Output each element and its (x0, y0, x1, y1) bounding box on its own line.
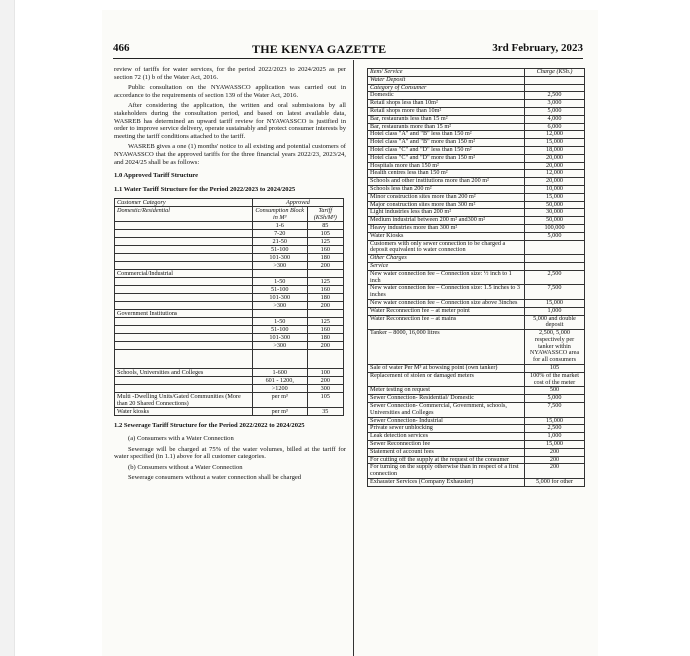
table-cell: 15,000 (525, 139, 585, 147)
table-cell: 15,000 (525, 417, 585, 425)
table-header: Approved (252, 199, 343, 207)
table-cell: 101-300 (252, 254, 307, 262)
table-cell: Hotel class "C" and "D" less than 150 m² (368, 146, 525, 154)
table-cell: 21-50 (252, 238, 307, 246)
table-row (368, 154, 585, 162)
table-cell: New water connection fee – Connection size above 3inches (368, 299, 525, 307)
table-row (115, 334, 344, 342)
table-cell: 200 (307, 302, 343, 310)
table-row (115, 318, 344, 326)
table-cell: 51-100 (252, 326, 307, 334)
commercial-rows (115, 278, 344, 310)
section-row: Category of Consumer (368, 84, 525, 92)
table-cell: For turning on the supply otherwise than in respect of a first connection (368, 464, 525, 479)
paragraph: WASREB gives a one (1) months' notice to all existing and potential customers of NYAWASSCO that the approved tariffs for the three financial years 2022/23, 2023/24, and 2024/25 shall be as follows: (114, 143, 346, 166)
table-cell: 50,000 (525, 201, 585, 209)
table-cell: New water connection fee – Connection size: ½ inch to 1 inch (368, 270, 525, 285)
table-cell: 601 - 1200, (252, 377, 307, 385)
table-row (368, 372, 585, 387)
domestic-rows (115, 222, 344, 270)
table-cell: 160 (307, 246, 343, 254)
table-row (368, 285, 585, 300)
table-cell: 15,000 (525, 193, 585, 201)
left-column (114, 66, 346, 485)
table-cell: New water connection fee – Connection size: 1.5 inches to 3 inches (368, 285, 525, 300)
table-cell: 6,000 (525, 123, 585, 131)
table-cell: 51-100 (252, 246, 307, 254)
water-tariff-table (114, 198, 344, 416)
table-cell: Water Kiosks (368, 232, 525, 240)
table-cell: 200 (525, 448, 585, 456)
list-heading: (b) Consumers without a Water Connection (128, 463, 243, 471)
table-cell: 2,500, 5,000 respectively per tanker within NYAWASSCO area for all consumers (525, 330, 585, 365)
table-cell: 20,000 (525, 178, 585, 186)
table-cell: 12,000 (525, 170, 585, 178)
table-header: Item/ Service (368, 69, 525, 77)
table-row (115, 294, 344, 302)
table-cell: Replacement of stolen or damaged meters (368, 372, 525, 387)
table-cell: Hotel class "A" and "B" less than 150 m² (368, 131, 525, 139)
table-row (115, 238, 344, 246)
table-cell: Sewer Connection- Industrial (368, 417, 525, 425)
category-label: Government Institutions (115, 310, 253, 318)
table-cell: 180 (307, 294, 343, 302)
gazette-title: THE KENYA GAZETTE (252, 42, 387, 56)
table-row (368, 448, 585, 456)
table-cell: 20,000 (525, 154, 585, 162)
table-row (115, 230, 344, 238)
table-row (368, 115, 585, 123)
table-cell: 100 (307, 369, 343, 377)
category-label: Multi -Dwelling Units/Gated Communities (More than 20 Shared Connections) (115, 393, 253, 408)
section-heading: 1.0 Approved Tariff Structure (114, 172, 199, 180)
table-row (115, 278, 344, 286)
table-cell: Health centres less than 150 m² (368, 170, 525, 178)
table-cell: 200 (525, 456, 585, 464)
list-heading: (a) Consumers with a Water Connection (128, 434, 234, 442)
table-row (368, 464, 585, 479)
section-row: Other Charges (368, 255, 525, 263)
table-row (115, 262, 344, 270)
category-label: Schools, Universities and Colleges (115, 369, 253, 377)
paragraph: Public consultation on the NYAWASSCO application was carried out in accordance to the requirements of section 139 of the Water Act, 2016. (114, 84, 346, 99)
table-row (115, 302, 344, 310)
table-cell: Domestic (368, 92, 525, 100)
table-header: Tariff (KSh/M³) (307, 207, 343, 222)
table-cell: >300 (252, 342, 307, 350)
table-cell: 5,000 for other (525, 479, 585, 487)
table-cell: 2,500 (525, 92, 585, 100)
table-cell: Schools less than 200 m² (368, 185, 525, 193)
paragraph: review of tariffs for water services, for the period 2022/2023 to 2024/2025 as per section 72 (1) b of the Water Act, 2016. (114, 66, 346, 81)
table-cell: Tanker – 8000, 16,000 litres (368, 330, 525, 365)
paragraph: Sewerage consumers without a water connection shall be charged (128, 474, 302, 482)
table-cell: Statement of account fees (368, 448, 525, 456)
table-cell: Water Reconnection fee – at meter point (368, 307, 525, 315)
table-cell: Bar, restaurants less than 15 m² (368, 115, 525, 123)
table-cell: Leak detection services (368, 433, 525, 441)
table-cell: 2,500 (525, 425, 585, 433)
table-cell: 180 (307, 334, 343, 342)
table-row (368, 232, 585, 240)
table-cell: Heavy industries more than 300 m² (368, 224, 525, 232)
table-row (115, 286, 344, 294)
table-cell: 180 (307, 254, 343, 262)
table-cell: Customers with only sewer connection to be charged a deposit equivalent to water connection (368, 240, 525, 255)
table-cell: 200 (307, 377, 343, 385)
table-cell: 101-300 (252, 294, 307, 302)
table-cell: 4,000 (525, 115, 585, 123)
table-cell: 1-50 (252, 278, 307, 286)
table-header: Domestic/Residential (115, 207, 253, 222)
table-cell: Retail shops more than 10m² (368, 107, 525, 115)
table-cell: 51-100 (252, 286, 307, 294)
table-cell: 5,000 (525, 395, 585, 403)
table-cell: 5,000 (525, 107, 585, 115)
charge-rows (368, 270, 585, 486)
table-header: Consumption Block in M³ (252, 207, 307, 222)
table-cell: 15,000 (525, 441, 585, 449)
paragraph: Sewerage will be charged at 75% of the water volumes, billed at the tariff for water specified (in 1.1) above for all customer categories. (114, 445, 346, 461)
deposit-rows (368, 92, 585, 240)
table-cell: Retail shops less than 10m² (368, 100, 525, 108)
issue-date: 3rd February, 2023 (492, 42, 583, 54)
table-cell: 1-600 (252, 369, 307, 377)
table-cell: Schools and other institutions more than 200 m² (368, 178, 525, 186)
table-cell: 200 (525, 464, 585, 479)
table-row (368, 315, 585, 330)
table-cell: 15,000 (525, 299, 585, 307)
paragraph: After considering the application, the written and oral submissions by all stakeholders during the consultation period, and based on latest available data, WASREB has determined an upward tariff review for NYAWASSCO is justified in order to improve service delivery, operate sustainably and protect consumer interests by meeting the tariff conditions attached to the tariff. (114, 102, 346, 140)
table-cell: 30,000 (525, 209, 585, 217)
page-number: 466 (113, 42, 130, 54)
table-cell: >300 (252, 262, 307, 270)
table-cell: 160 (307, 326, 343, 334)
table-cell: 200 (307, 262, 343, 270)
table-cell: 300 (307, 385, 343, 393)
table-cell: 3,000 (525, 100, 585, 108)
table-cell: Medium industrial between 200 m² and300 m² (368, 217, 525, 225)
table-cell: Hotel class "A" and "B" more than 150 m² (368, 139, 525, 147)
table-cell: 1,000 (525, 433, 585, 441)
table-row (368, 307, 585, 315)
table-cell: 160 (307, 286, 343, 294)
table-cell: 101-300 (252, 334, 307, 342)
table-cell: 5,000 (525, 232, 585, 240)
table-cell: 125 (307, 238, 343, 246)
table-cell: Exhauster Services (Company Exhauster) (368, 479, 525, 487)
table-cell: per m³ (252, 393, 307, 408)
table-row (115, 254, 344, 262)
table-cell: 200 (307, 342, 343, 350)
table-row (115, 222, 344, 230)
section-row: Service (368, 262, 525, 270)
table-row (115, 246, 344, 254)
subsection-heading: 1.2 Sewerage Tariff Structure for the Period 2022/2022 to 2024/2025 (114, 422, 305, 430)
table-cell: 7-20 (252, 230, 307, 238)
table-cell: 105 (307, 230, 343, 238)
table-cell: 5,000 and double deposit (525, 315, 585, 330)
table-cell: Minor construction sites more than 200 m² (368, 193, 525, 201)
table-row (115, 342, 344, 350)
table-cell: Sewer Reconnection fee (368, 441, 525, 449)
section-row: Water Deposit (368, 76, 525, 84)
table-cell: Light industries less than 200 m² (368, 209, 525, 217)
table-cell: 7,500 (525, 285, 585, 300)
table-cell: >300 (252, 302, 307, 310)
table-row (115, 326, 344, 334)
charges-table (367, 68, 585, 487)
table-cell: 12,000 (525, 131, 585, 139)
table-cell: Hotel class "C" and "D" more than 150 m² (368, 154, 525, 162)
table-cell: 10,000 (525, 185, 585, 193)
table-cell: 125 (307, 318, 343, 326)
table-cell: 105 (525, 365, 585, 373)
table-row (368, 330, 585, 365)
table-cell: 1-50 (252, 318, 307, 326)
column-divider (353, 60, 354, 656)
table-cell: 1,000 (525, 307, 585, 315)
table-cell: Bar, restaurants more than 15 m² (368, 123, 525, 131)
table-cell: 2,500 (525, 270, 585, 285)
category-label: Commercial/Industrial (115, 270, 253, 278)
table-cell: 100,000 (525, 224, 585, 232)
table-cell: 100% of the market cost of the meter (525, 372, 585, 387)
table-header: Customer Category (115, 199, 253, 207)
table-cell: 35 (307, 408, 343, 416)
table-cell: Water Reconnection fee – at mains (368, 315, 525, 330)
table-cell: 105 (307, 393, 343, 408)
table-cell: per m³ (252, 408, 307, 416)
table-cell: 125 (307, 278, 343, 286)
category-label: Water kiosks (115, 408, 253, 416)
government-rows (115, 318, 344, 350)
table-cell: For cutting off the supply at the request of the consumer (368, 456, 525, 464)
table-row (368, 403, 585, 418)
table-cell: 1-6 (252, 222, 307, 230)
table-cell: 500 (525, 387, 585, 395)
table-cell: >1200 (252, 385, 307, 393)
table-cell: Sale of water Per M³ at bowsing point (own tanker) (368, 365, 525, 373)
table-row (368, 270, 585, 285)
page-header (113, 42, 583, 56)
table-cell: 85 (307, 222, 343, 230)
table-cell: Hospitals more than 150 m² (368, 162, 525, 170)
table-row (368, 479, 585, 487)
table-cell: Private sewer unblocking (368, 425, 525, 433)
table-row (368, 193, 585, 201)
table-cell: Sewer Connection- Residential/ Domestic (368, 395, 525, 403)
table-cell: 7,500 (525, 403, 585, 418)
table-cell: 20,000 (525, 162, 585, 170)
table-cell: Major construction sites more than 300 m² (368, 201, 525, 209)
table-cell: 50,000 (525, 217, 585, 225)
table-cell: Sewer Connection- Commercial, Government, schools, Universities and Colleges (368, 403, 525, 418)
table-cell: 18,000 (525, 146, 585, 154)
header-rule (113, 58, 583, 59)
subsection-heading: 1.1 Water Tariff Structure for the Period 2022/2023 to 2024/2025 (114, 185, 296, 193)
table-cell: Meter testing on request (368, 387, 525, 395)
viewer-left-margin (0, 0, 15, 656)
table-header: Charge (KSh.) (525, 69, 585, 77)
